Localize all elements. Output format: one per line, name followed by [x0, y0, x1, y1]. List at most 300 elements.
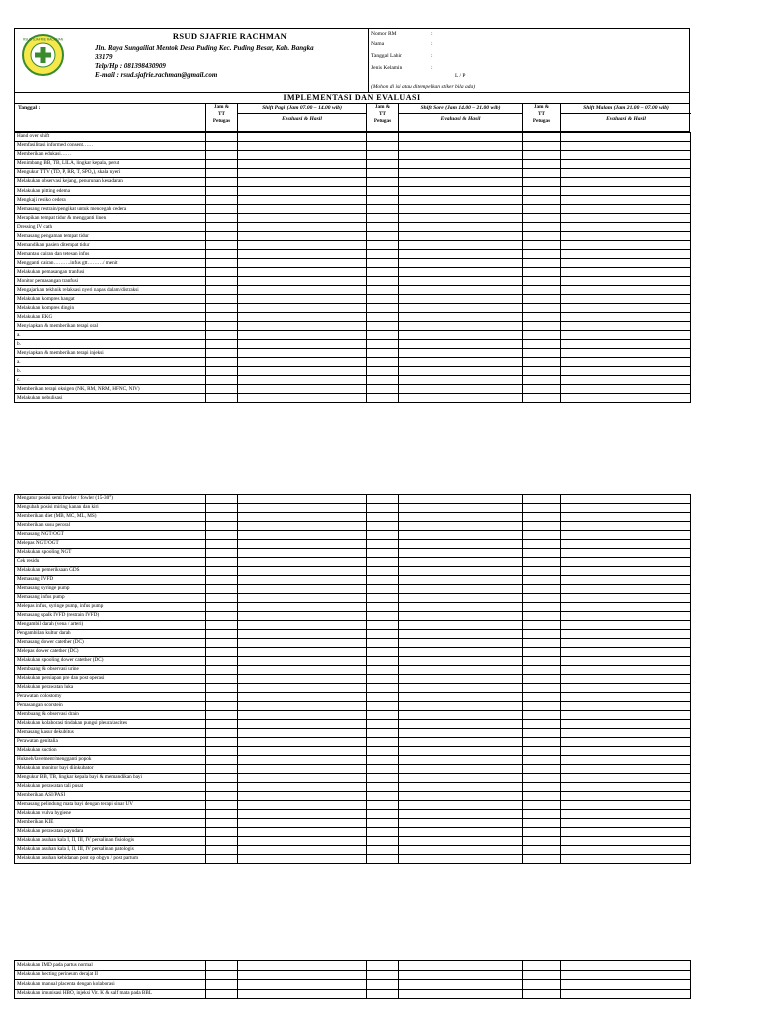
jam-petugas-sore-cell[interactable] — [367, 639, 399, 648]
jam-petugas-pagi-cell[interactable] — [206, 783, 238, 792]
evaluasi-sore-cell[interactable] — [399, 720, 523, 729]
jam-petugas-pagi-cell[interactable] — [206, 367, 238, 376]
evaluasi-pagi-cell[interactable] — [238, 268, 367, 277]
evaluasi-pagi-cell[interactable] — [238, 349, 367, 358]
evaluasi-sore-cell[interactable] — [399, 594, 523, 603]
evaluasi-sore-cell[interactable] — [399, 675, 523, 684]
jam-petugas-pagi-cell[interactable] — [206, 286, 238, 295]
evaluasi-sore-cell[interactable] — [399, 711, 523, 720]
evaluasi-sore-cell[interactable] — [399, 268, 523, 277]
jam-petugas-sore-cell[interactable] — [367, 738, 399, 747]
evaluasi-sore-cell[interactable] — [399, 151, 523, 160]
evaluasi-pagi-cell[interactable] — [238, 142, 367, 151]
jam-petugas-pagi-cell[interactable] — [206, 702, 238, 711]
jam-petugas-pagi-cell[interactable] — [206, 756, 238, 765]
jam-petugas-pagi-cell[interactable] — [206, 196, 238, 205]
evaluasi-sore-cell[interactable] — [399, 855, 523, 864]
jam-petugas-sore-cell[interactable] — [367, 801, 399, 810]
evaluasi-pagi-cell[interactable] — [238, 693, 367, 702]
evaluasi-pagi-cell[interactable] — [238, 549, 367, 558]
evaluasi-sore-cell[interactable] — [399, 133, 523, 142]
evaluasi-malam-cell[interactable] — [561, 196, 691, 205]
evaluasi-malam-cell[interactable] — [561, 729, 691, 738]
jam-petugas-sore-cell[interactable] — [367, 214, 399, 223]
jam-petugas-malam-cell[interactable] — [523, 738, 561, 747]
evaluasi-pagi-cell[interactable] — [238, 846, 367, 855]
jam-petugas-pagi-cell[interactable] — [206, 268, 238, 277]
jam-petugas-sore-cell[interactable] — [367, 720, 399, 729]
jam-petugas-malam-cell[interactable] — [523, 376, 561, 385]
jam-petugas-pagi-cell[interactable] — [206, 304, 238, 313]
jam-petugas-pagi-cell[interactable] — [206, 277, 238, 286]
evaluasi-malam-cell[interactable] — [561, 720, 691, 729]
jam-petugas-pagi-cell[interactable] — [206, 322, 238, 331]
evaluasi-pagi-cell[interactable] — [238, 151, 367, 160]
evaluasi-sore-cell[interactable] — [399, 304, 523, 313]
evaluasi-pagi-cell[interactable] — [238, 648, 367, 657]
jam-petugas-malam-cell[interactable] — [523, 989, 561, 999]
evaluasi-malam-cell[interactable] — [561, 702, 691, 711]
evaluasi-malam-cell[interactable] — [561, 268, 691, 277]
evaluasi-malam-cell[interactable] — [561, 385, 691, 394]
jam-petugas-sore-cell[interactable] — [367, 792, 399, 801]
evaluasi-malam-cell[interactable] — [561, 522, 691, 531]
evaluasi-malam-cell[interactable] — [561, 675, 691, 684]
jam-petugas-sore-cell[interactable] — [367, 241, 399, 250]
evaluasi-pagi-cell[interactable] — [238, 286, 367, 295]
jam-petugas-malam-cell[interactable] — [523, 331, 561, 340]
jam-petugas-malam-cell[interactable] — [523, 720, 561, 729]
evaluasi-malam-cell[interactable] — [561, 612, 691, 621]
evaluasi-malam-cell[interactable] — [561, 376, 691, 385]
evaluasi-pagi-cell[interactable] — [238, 232, 367, 241]
evaluasi-malam-cell[interactable] — [561, 214, 691, 223]
jam-petugas-sore-cell[interactable] — [367, 277, 399, 286]
jam-petugas-malam-cell[interactable] — [523, 774, 561, 783]
evaluasi-sore-cell[interactable] — [399, 540, 523, 549]
evaluasi-pagi-cell[interactable] — [238, 169, 367, 178]
evaluasi-sore-cell[interactable] — [399, 621, 523, 630]
jam-petugas-sore-cell[interactable] — [367, 178, 399, 187]
jam-petugas-malam-cell[interactable] — [523, 693, 561, 702]
jam-petugas-sore-cell[interactable] — [367, 513, 399, 522]
jam-petugas-pagi-cell[interactable] — [206, 585, 238, 594]
evaluasi-malam-cell[interactable] — [561, 630, 691, 639]
evaluasi-sore-cell[interactable] — [399, 819, 523, 828]
jam-petugas-malam-cell[interactable] — [523, 846, 561, 855]
jam-petugas-malam-cell[interactable] — [523, 504, 561, 513]
jam-petugas-sore-cell[interactable] — [367, 133, 399, 142]
evaluasi-malam-cell[interactable] — [561, 205, 691, 214]
jam-petugas-malam-cell[interactable] — [523, 223, 561, 232]
jam-petugas-sore-cell[interactable] — [367, 250, 399, 259]
evaluasi-pagi-cell[interactable] — [238, 567, 367, 576]
jam-petugas-sore-cell[interactable] — [367, 612, 399, 621]
evaluasi-sore-cell[interactable] — [399, 259, 523, 268]
evaluasi-malam-cell[interactable] — [561, 187, 691, 196]
jam-petugas-malam-cell[interactable] — [523, 594, 561, 603]
evaluasi-malam-cell[interactable] — [561, 331, 691, 340]
evaluasi-malam-cell[interactable] — [561, 495, 691, 504]
jam-petugas-pagi-cell[interactable] — [206, 774, 238, 783]
jam-petugas-sore-cell[interactable] — [367, 504, 399, 513]
jam-petugas-pagi-cell[interactable] — [206, 558, 238, 567]
jam-petugas-sore-cell[interactable] — [367, 729, 399, 738]
evaluasi-pagi-cell[interactable] — [238, 774, 367, 783]
evaluasi-sore-cell[interactable] — [399, 612, 523, 621]
evaluasi-sore-cell[interactable] — [399, 187, 523, 196]
jam-petugas-malam-cell[interactable] — [523, 792, 561, 801]
evaluasi-sore-cell[interactable] — [399, 961, 523, 971]
jam-petugas-sore-cell[interactable] — [367, 693, 399, 702]
jam-petugas-malam-cell[interactable] — [523, 828, 561, 837]
jam-petugas-sore-cell[interactable] — [367, 349, 399, 358]
field-value-tgl-lahir[interactable]: : — [431, 53, 433, 59]
jam-petugas-pagi-cell[interactable] — [206, 295, 238, 304]
evaluasi-malam-cell[interactable] — [561, 567, 691, 576]
evaluasi-pagi-cell[interactable] — [238, 187, 367, 196]
evaluasi-sore-cell[interactable] — [399, 738, 523, 747]
evaluasi-malam-cell[interactable] — [561, 304, 691, 313]
evaluasi-malam-cell[interactable] — [561, 756, 691, 765]
jam-petugas-sore-cell[interactable] — [367, 621, 399, 630]
jam-petugas-pagi-cell[interactable] — [206, 970, 238, 980]
evaluasi-sore-cell[interactable] — [399, 980, 523, 990]
evaluasi-malam-cell[interactable] — [561, 970, 691, 980]
jam-petugas-sore-cell[interactable] — [367, 394, 399, 403]
evaluasi-malam-cell[interactable] — [561, 504, 691, 513]
evaluasi-malam-cell[interactable] — [561, 684, 691, 693]
jam-petugas-malam-cell[interactable] — [523, 961, 561, 971]
jam-petugas-sore-cell[interactable] — [367, 268, 399, 277]
jam-petugas-malam-cell[interactable] — [523, 358, 561, 367]
jam-petugas-pagi-cell[interactable] — [206, 349, 238, 358]
jam-petugas-malam-cell[interactable] — [523, 819, 561, 828]
evaluasi-malam-cell[interactable] — [561, 531, 691, 540]
jam-petugas-sore-cell[interactable] — [367, 747, 399, 756]
evaluasi-malam-cell[interactable] — [561, 585, 691, 594]
evaluasi-sore-cell[interactable] — [399, 376, 523, 385]
evaluasi-malam-cell[interactable] — [561, 693, 691, 702]
evaluasi-malam-cell[interactable] — [561, 223, 691, 232]
field-value-nama[interactable]: : — [431, 41, 433, 47]
evaluasi-sore-cell[interactable] — [399, 846, 523, 855]
jam-petugas-sore-cell[interactable] — [367, 151, 399, 160]
evaluasi-malam-cell[interactable] — [561, 783, 691, 792]
evaluasi-sore-cell[interactable] — [399, 792, 523, 801]
evaluasi-malam-cell[interactable] — [561, 657, 691, 666]
evaluasi-malam-cell[interactable] — [561, 961, 691, 971]
jam-petugas-malam-cell[interactable] — [523, 531, 561, 540]
jam-petugas-pagi-cell[interactable] — [206, 612, 238, 621]
evaluasi-pagi-cell[interactable] — [238, 594, 367, 603]
jam-petugas-pagi-cell[interactable] — [206, 855, 238, 864]
evaluasi-sore-cell[interactable] — [399, 549, 523, 558]
evaluasi-pagi-cell[interactable] — [238, 729, 367, 738]
evaluasi-pagi-cell[interactable] — [238, 810, 367, 819]
evaluasi-sore-cell[interactable] — [399, 340, 523, 349]
jam-petugas-malam-cell[interactable] — [523, 702, 561, 711]
jam-petugas-pagi-cell[interactable] — [206, 666, 238, 675]
jam-petugas-sore-cell[interactable] — [367, 142, 399, 151]
evaluasi-malam-cell[interactable] — [561, 558, 691, 567]
evaluasi-pagi-cell[interactable] — [238, 621, 367, 630]
evaluasi-sore-cell[interactable] — [399, 385, 523, 394]
evaluasi-pagi-cell[interactable] — [238, 504, 367, 513]
jam-petugas-pagi-cell[interactable] — [206, 358, 238, 367]
jam-petugas-malam-cell[interactable] — [523, 241, 561, 250]
evaluasi-pagi-cell[interactable] — [238, 160, 367, 169]
jam-petugas-pagi-cell[interactable] — [206, 522, 238, 531]
evaluasi-malam-cell[interactable] — [561, 133, 691, 142]
evaluasi-malam-cell[interactable] — [561, 394, 691, 403]
jam-petugas-malam-cell[interactable] — [523, 612, 561, 621]
jam-petugas-malam-cell[interactable] — [523, 747, 561, 756]
evaluasi-pagi-cell[interactable] — [238, 331, 367, 340]
evaluasi-malam-cell[interactable] — [561, 259, 691, 268]
jam-petugas-pagi-cell[interactable] — [206, 142, 238, 151]
jam-petugas-sore-cell[interactable] — [367, 331, 399, 340]
evaluasi-pagi-cell[interactable] — [238, 756, 367, 765]
evaluasi-sore-cell[interactable] — [399, 837, 523, 846]
gender-options[interactable]: L / P — [455, 73, 466, 79]
jam-petugas-sore-cell[interactable] — [367, 711, 399, 720]
evaluasi-pagi-cell[interactable] — [238, 783, 367, 792]
evaluasi-sore-cell[interactable] — [399, 313, 523, 322]
jam-petugas-malam-cell[interactable] — [523, 268, 561, 277]
jam-petugas-sore-cell[interactable] — [367, 980, 399, 990]
jam-petugas-sore-cell[interactable] — [367, 585, 399, 594]
jam-petugas-sore-cell[interactable] — [367, 666, 399, 675]
jam-petugas-malam-cell[interactable] — [523, 639, 561, 648]
jam-petugas-pagi-cell[interactable] — [206, 531, 238, 540]
jam-petugas-malam-cell[interactable] — [523, 187, 561, 196]
jam-petugas-sore-cell[interactable] — [367, 810, 399, 819]
jam-petugas-malam-cell[interactable] — [523, 232, 561, 241]
jam-petugas-sore-cell[interactable] — [367, 684, 399, 693]
jam-petugas-pagi-cell[interactable] — [206, 567, 238, 576]
evaluasi-sore-cell[interactable] — [399, 970, 523, 980]
jam-petugas-sore-cell[interactable] — [367, 558, 399, 567]
jam-petugas-malam-cell[interactable] — [523, 765, 561, 774]
jam-petugas-malam-cell[interactable] — [523, 133, 561, 142]
jam-petugas-pagi-cell[interactable] — [206, 495, 238, 504]
jam-petugas-sore-cell[interactable] — [367, 657, 399, 666]
evaluasi-sore-cell[interactable] — [399, 522, 523, 531]
evaluasi-pagi-cell[interactable] — [238, 376, 367, 385]
evaluasi-sore-cell[interactable] — [399, 702, 523, 711]
jam-petugas-malam-cell[interactable] — [523, 394, 561, 403]
jam-petugas-malam-cell[interactable] — [523, 322, 561, 331]
jam-petugas-pagi-cell[interactable] — [206, 828, 238, 837]
jam-petugas-malam-cell[interactable] — [523, 684, 561, 693]
jam-petugas-pagi-cell[interactable] — [206, 819, 238, 828]
evaluasi-pagi-cell[interactable] — [238, 340, 367, 349]
jam-petugas-malam-cell[interactable] — [523, 169, 561, 178]
jam-petugas-pagi-cell[interactable] — [206, 394, 238, 403]
evaluasi-pagi-cell[interactable] — [238, 367, 367, 376]
jam-petugas-malam-cell[interactable] — [523, 349, 561, 358]
jam-petugas-sore-cell[interactable] — [367, 774, 399, 783]
jam-petugas-malam-cell[interactable] — [523, 810, 561, 819]
jam-petugas-pagi-cell[interactable] — [206, 205, 238, 214]
jam-petugas-malam-cell[interactable] — [523, 142, 561, 151]
evaluasi-malam-cell[interactable] — [561, 855, 691, 864]
evaluasi-pagi-cell[interactable] — [238, 322, 367, 331]
evaluasi-sore-cell[interactable] — [399, 585, 523, 594]
evaluasi-sore-cell[interactable] — [399, 810, 523, 819]
evaluasi-sore-cell[interactable] — [399, 160, 523, 169]
jam-petugas-sore-cell[interactable] — [367, 169, 399, 178]
jam-petugas-malam-cell[interactable] — [523, 648, 561, 657]
evaluasi-sore-cell[interactable] — [399, 331, 523, 340]
jam-petugas-malam-cell[interactable] — [523, 603, 561, 612]
evaluasi-pagi-cell[interactable] — [238, 558, 367, 567]
jam-petugas-sore-cell[interactable] — [367, 259, 399, 268]
evaluasi-malam-cell[interactable] — [561, 801, 691, 810]
jam-petugas-sore-cell[interactable] — [367, 970, 399, 980]
evaluasi-sore-cell[interactable] — [399, 765, 523, 774]
jam-petugas-pagi-cell[interactable] — [206, 513, 238, 522]
evaluasi-pagi-cell[interactable] — [238, 205, 367, 214]
jam-petugas-pagi-cell[interactable] — [206, 178, 238, 187]
jam-petugas-pagi-cell[interactable] — [206, 980, 238, 990]
evaluasi-malam-cell[interactable] — [561, 747, 691, 756]
evaluasi-malam-cell[interactable] — [561, 603, 691, 612]
jam-petugas-sore-cell[interactable] — [367, 531, 399, 540]
evaluasi-malam-cell[interactable] — [561, 160, 691, 169]
evaluasi-sore-cell[interactable] — [399, 214, 523, 223]
evaluasi-pagi-cell[interactable] — [238, 980, 367, 990]
jam-petugas-pagi-cell[interactable] — [206, 693, 238, 702]
evaluasi-malam-cell[interactable] — [561, 286, 691, 295]
jam-petugas-sore-cell[interactable] — [367, 495, 399, 504]
evaluasi-pagi-cell[interactable] — [238, 792, 367, 801]
jam-petugas-malam-cell[interactable] — [523, 837, 561, 846]
evaluasi-malam-cell[interactable] — [561, 549, 691, 558]
evaluasi-pagi-cell[interactable] — [238, 801, 367, 810]
evaluasi-malam-cell[interactable] — [561, 621, 691, 630]
jam-petugas-malam-cell[interactable] — [523, 160, 561, 169]
jam-petugas-pagi-cell[interactable] — [206, 576, 238, 585]
evaluasi-malam-cell[interactable] — [561, 241, 691, 250]
evaluasi-pagi-cell[interactable] — [238, 837, 367, 846]
jam-petugas-malam-cell[interactable] — [523, 675, 561, 684]
jam-petugas-malam-cell[interactable] — [523, 259, 561, 268]
evaluasi-pagi-cell[interactable] — [238, 495, 367, 504]
evaluasi-sore-cell[interactable] — [399, 322, 523, 331]
evaluasi-sore-cell[interactable] — [399, 196, 523, 205]
evaluasi-malam-cell[interactable] — [561, 846, 691, 855]
evaluasi-pagi-cell[interactable] — [238, 666, 367, 675]
evaluasi-pagi-cell[interactable] — [238, 603, 367, 612]
jam-petugas-pagi-cell[interactable] — [206, 738, 238, 747]
evaluasi-pagi-cell[interactable] — [238, 765, 367, 774]
evaluasi-pagi-cell[interactable] — [238, 214, 367, 223]
evaluasi-sore-cell[interactable] — [399, 223, 523, 232]
jam-petugas-malam-cell[interactable] — [523, 340, 561, 349]
jam-petugas-malam-cell[interactable] — [523, 295, 561, 304]
jam-petugas-sore-cell[interactable] — [367, 702, 399, 711]
jam-petugas-pagi-cell[interactable] — [206, 331, 238, 340]
evaluasi-pagi-cell[interactable] — [238, 675, 367, 684]
jam-petugas-malam-cell[interactable] — [523, 567, 561, 576]
jam-petugas-malam-cell[interactable] — [523, 783, 561, 792]
jam-petugas-malam-cell[interactable] — [523, 549, 561, 558]
jam-petugas-sore-cell[interactable] — [367, 828, 399, 837]
evaluasi-sore-cell[interactable] — [399, 828, 523, 837]
jam-petugas-malam-cell[interactable] — [523, 277, 561, 286]
evaluasi-sore-cell[interactable] — [399, 639, 523, 648]
jam-petugas-pagi-cell[interactable] — [206, 961, 238, 971]
jam-petugas-malam-cell[interactable] — [523, 286, 561, 295]
evaluasi-sore-cell[interactable] — [399, 277, 523, 286]
jam-petugas-pagi-cell[interactable] — [206, 504, 238, 513]
jam-petugas-pagi-cell[interactable] — [206, 385, 238, 394]
jam-petugas-malam-cell[interactable] — [523, 385, 561, 394]
jam-petugas-sore-cell[interactable] — [367, 358, 399, 367]
evaluasi-malam-cell[interactable] — [561, 738, 691, 747]
evaluasi-pagi-cell[interactable] — [238, 540, 367, 549]
jam-petugas-sore-cell[interactable] — [367, 576, 399, 585]
jam-petugas-malam-cell[interactable] — [523, 558, 561, 567]
evaluasi-malam-cell[interactable] — [561, 576, 691, 585]
evaluasi-sore-cell[interactable] — [399, 349, 523, 358]
jam-petugas-sore-cell[interactable] — [367, 313, 399, 322]
jam-petugas-pagi-cell[interactable] — [206, 630, 238, 639]
jam-petugas-sore-cell[interactable] — [367, 961, 399, 971]
jam-petugas-pagi-cell[interactable] — [206, 603, 238, 612]
jam-petugas-pagi-cell[interactable] — [206, 223, 238, 232]
jam-petugas-sore-cell[interactable] — [367, 322, 399, 331]
jam-petugas-pagi-cell[interactable] — [206, 720, 238, 729]
evaluasi-pagi-cell[interactable] — [238, 241, 367, 250]
evaluasi-sore-cell[interactable] — [399, 504, 523, 513]
jam-petugas-pagi-cell[interactable] — [206, 214, 238, 223]
evaluasi-pagi-cell[interactable] — [238, 133, 367, 142]
jam-petugas-sore-cell[interactable] — [367, 846, 399, 855]
jam-petugas-malam-cell[interactable] — [523, 304, 561, 313]
evaluasi-pagi-cell[interactable] — [238, 738, 367, 747]
jam-petugas-malam-cell[interactable] — [523, 801, 561, 810]
evaluasi-sore-cell[interactable] — [399, 684, 523, 693]
jam-petugas-sore-cell[interactable] — [367, 522, 399, 531]
jam-petugas-pagi-cell[interactable] — [206, 747, 238, 756]
jam-petugas-sore-cell[interactable] — [367, 540, 399, 549]
evaluasi-pagi-cell[interactable] — [238, 970, 367, 980]
evaluasi-pagi-cell[interactable] — [238, 819, 367, 828]
evaluasi-sore-cell[interactable] — [399, 648, 523, 657]
jam-petugas-malam-cell[interactable] — [523, 178, 561, 187]
evaluasi-malam-cell[interactable] — [561, 178, 691, 187]
evaluasi-malam-cell[interactable] — [561, 819, 691, 828]
evaluasi-sore-cell[interactable] — [399, 801, 523, 810]
evaluasi-pagi-cell[interactable] — [238, 385, 367, 394]
jam-petugas-pagi-cell[interactable] — [206, 313, 238, 322]
evaluasi-malam-cell[interactable] — [561, 666, 691, 675]
evaluasi-pagi-cell[interactable] — [238, 585, 367, 594]
evaluasi-malam-cell[interactable] — [561, 648, 691, 657]
evaluasi-pagi-cell[interactable] — [238, 223, 367, 232]
jam-petugas-malam-cell[interactable] — [523, 756, 561, 765]
evaluasi-sore-cell[interactable] — [399, 630, 523, 639]
jam-petugas-sore-cell[interactable] — [367, 196, 399, 205]
jam-petugas-sore-cell[interactable] — [367, 304, 399, 313]
evaluasi-sore-cell[interactable] — [399, 747, 523, 756]
evaluasi-sore-cell[interactable] — [399, 394, 523, 403]
jam-petugas-sore-cell[interactable] — [367, 205, 399, 214]
jam-petugas-pagi-cell[interactable] — [206, 241, 238, 250]
